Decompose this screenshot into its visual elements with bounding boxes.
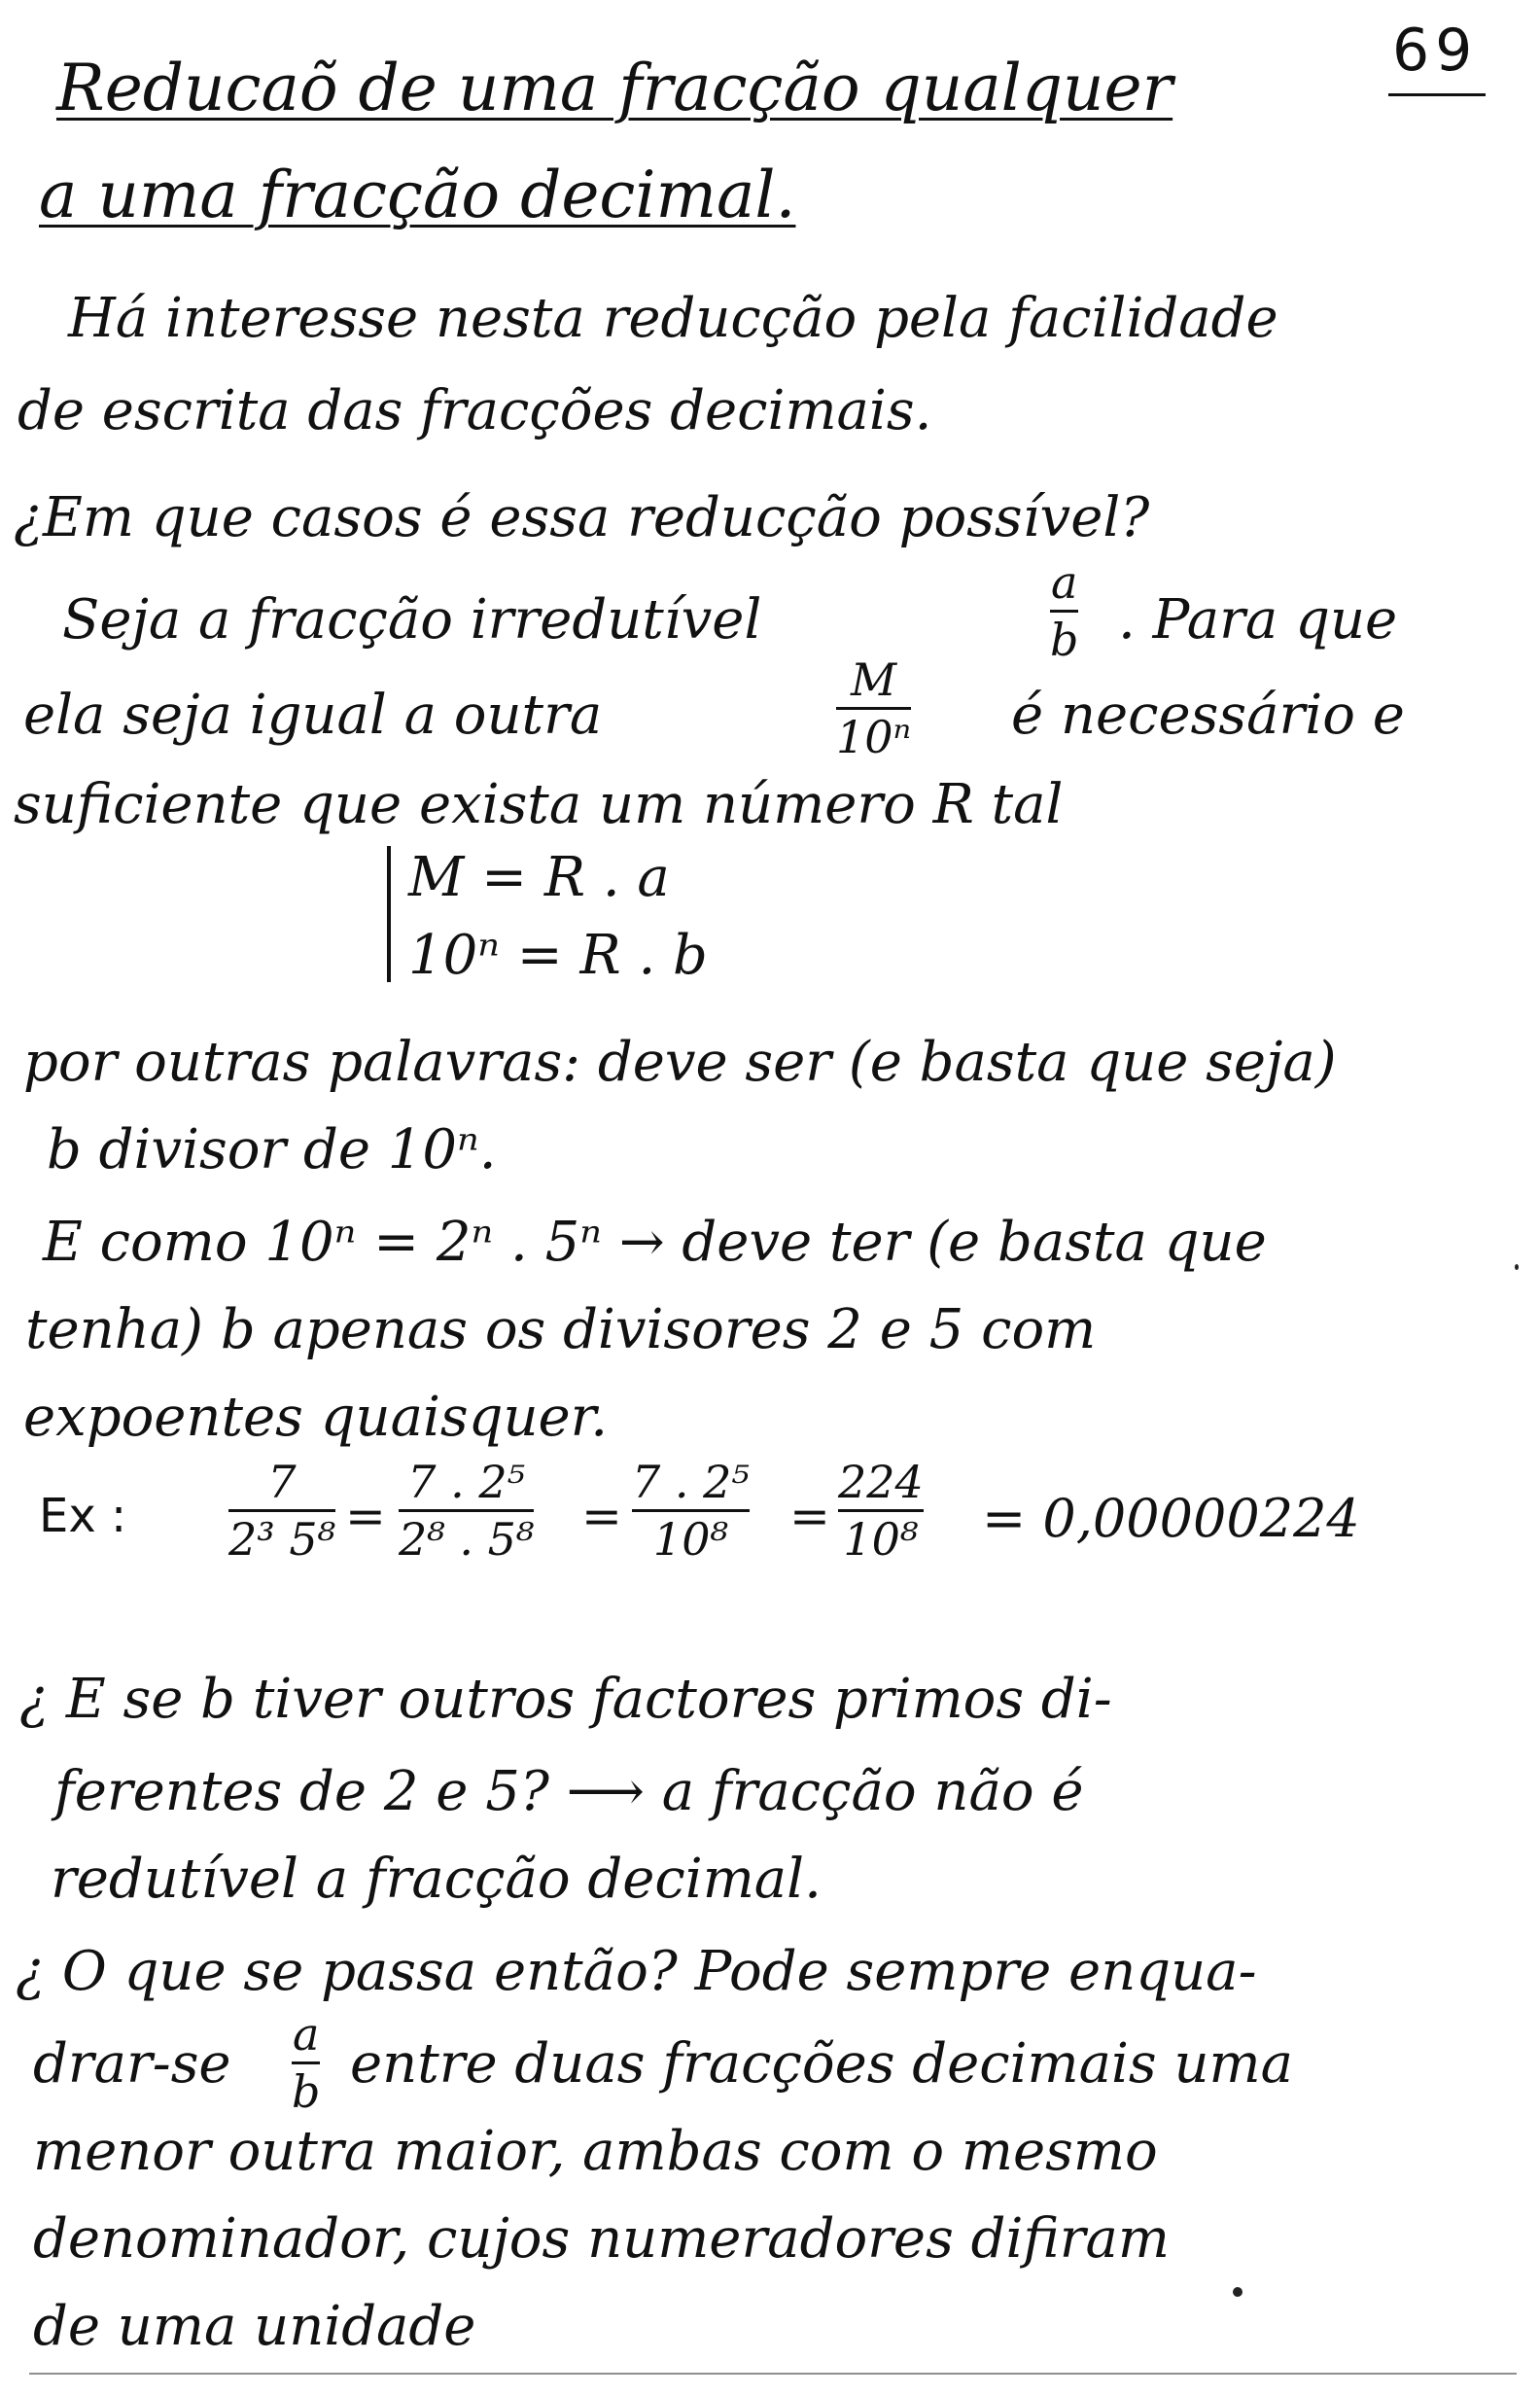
paragraph-1-line-2: de escrita das fracções decimais.	[18, 379, 932, 442]
system-equation-1: M = R . a	[408, 846, 670, 909]
example-fraction-2	[399, 1456, 535, 1567]
fraction-bar	[836, 707, 911, 710]
fraction-bar	[838, 1509, 924, 1512]
paragraph-2-line-1-end: . Para que	[1118, 588, 1398, 652]
ink-blot	[1233, 2287, 1242, 2297]
fraction-denominator: b	[1050, 614, 1079, 667]
equals-sign: =	[789, 1488, 830, 1544]
fraction-denominator: b	[292, 2065, 321, 2119]
fraction-numerator: a	[1051, 556, 1078, 609]
paragraph-2-line-3: suficiente que exista um número R tal	[14, 773, 1064, 836]
paragraph-4-line-3: expoentes quaisquer.	[23, 1386, 609, 1449]
fraction-a-over-b-2	[292, 2008, 321, 2119]
page-number: 69	[1392, 17, 1479, 85]
system-equation-2: 10ⁿ = R . b	[408, 924, 708, 987]
paragraph-6-line-1: ¿ O que se passa então? Pode sempre enqua-	[16, 1940, 1257, 2003]
fraction-bar	[1050, 610, 1078, 613]
paragraph-2-line-1: Seja a fracção irredutível	[62, 588, 762, 652]
fraction-M-over-10n	[836, 653, 912, 764]
example-fraction-4	[838, 1456, 924, 1567]
paragraph-5-line-2: ferentes de 2 e 5? ⟶ a fracção não é	[54, 1760, 1084, 1823]
fraction-numerator: 7 . 2⁵	[407, 1456, 526, 1508]
example-label: Ex :	[39, 1489, 127, 1543]
example-fraction-3	[632, 1456, 750, 1567]
equals-sign: =	[345, 1488, 386, 1544]
paragraph-2-line-2-end: é necessário e	[1011, 684, 1405, 747]
paragraph-6-line-2-end: entre duas fracções decimais uma	[350, 2032, 1294, 2096]
fraction-numerator: a	[293, 2008, 320, 2061]
paragraph-4-line-2: tenha) b apenas os divisores 2 e 5 com	[25, 1298, 1097, 1361]
fraction-numerator: M	[851, 653, 897, 706]
page-number-underline	[1388, 93, 1486, 96]
fraction-bar	[632, 1509, 750, 1512]
fraction-numerator: 7 . 2⁵	[632, 1456, 750, 1508]
paragraph-5-line-3: redutível a fracção decimal.	[51, 1848, 822, 1911]
fraction-numerator: 224	[838, 1456, 924, 1508]
fraction-numerator: 7	[267, 1456, 297, 1508]
example-fraction-1	[228, 1456, 336, 1567]
fraction-denominator: 10⁸	[652, 1513, 728, 1567]
paragraph-6-line-2-start: drar-se	[33, 2032, 231, 2096]
paragraph-4-line-1: E como 10ⁿ = 2ⁿ . 5ⁿ → deve ter (e basta que	[43, 1211, 1267, 1274]
paragraph-6-line-4: denominador, cujos numeradores difiram	[33, 2207, 1170, 2271]
system-brace	[387, 846, 391, 982]
scan-bottom-edge	[29, 2373, 1517, 2375]
question-1: ¿Em que casos é essa reducção possível?	[14, 486, 1150, 549]
fraction-bar	[292, 2061, 320, 2064]
title-line-2: a uma fracção decimal.	[39, 158, 796, 232]
fraction-denominator: 2³ 5⁸	[228, 1513, 336, 1567]
paragraph-2-line-2: ela seja igual a outra	[23, 684, 603, 747]
fraction-denominator: 2⁸ . 5⁸	[399, 1513, 535, 1567]
paragraph-3-line-1: por outras palavras: deve ser (e basta que seja)	[23, 1031, 1337, 1094]
paragraph-6-line-3: menor outra maior, ambas com o mesmo	[33, 2120, 1158, 2183]
paragraph-3-line-2: b divisor de 10ⁿ.	[47, 1118, 497, 1181]
paragraph-5-line-1: ¿ E se b tiver outros factores primos di-	[19, 1668, 1112, 1731]
fraction-a-over-b	[1050, 556, 1079, 667]
paragraph-1-line-1: Há interesse nesta reducção pela facilidade	[68, 287, 1278, 350]
example-result: = 0,00000224	[982, 1488, 1360, 1549]
fraction-bar	[228, 1509, 335, 1512]
fraction-denominator: 10ⁿ	[836, 711, 912, 764]
title-line-1: Reducaõ de uma fracção qualquer	[56, 51, 1173, 125]
fraction-denominator: 10⁸	[843, 1513, 919, 1567]
equals-sign: =	[581, 1488, 622, 1544]
paragraph-6-line-5: de uma unidade	[33, 2295, 476, 2358]
scan-speck	[1515, 1264, 1519, 1270]
fraction-bar	[399, 1509, 534, 1512]
